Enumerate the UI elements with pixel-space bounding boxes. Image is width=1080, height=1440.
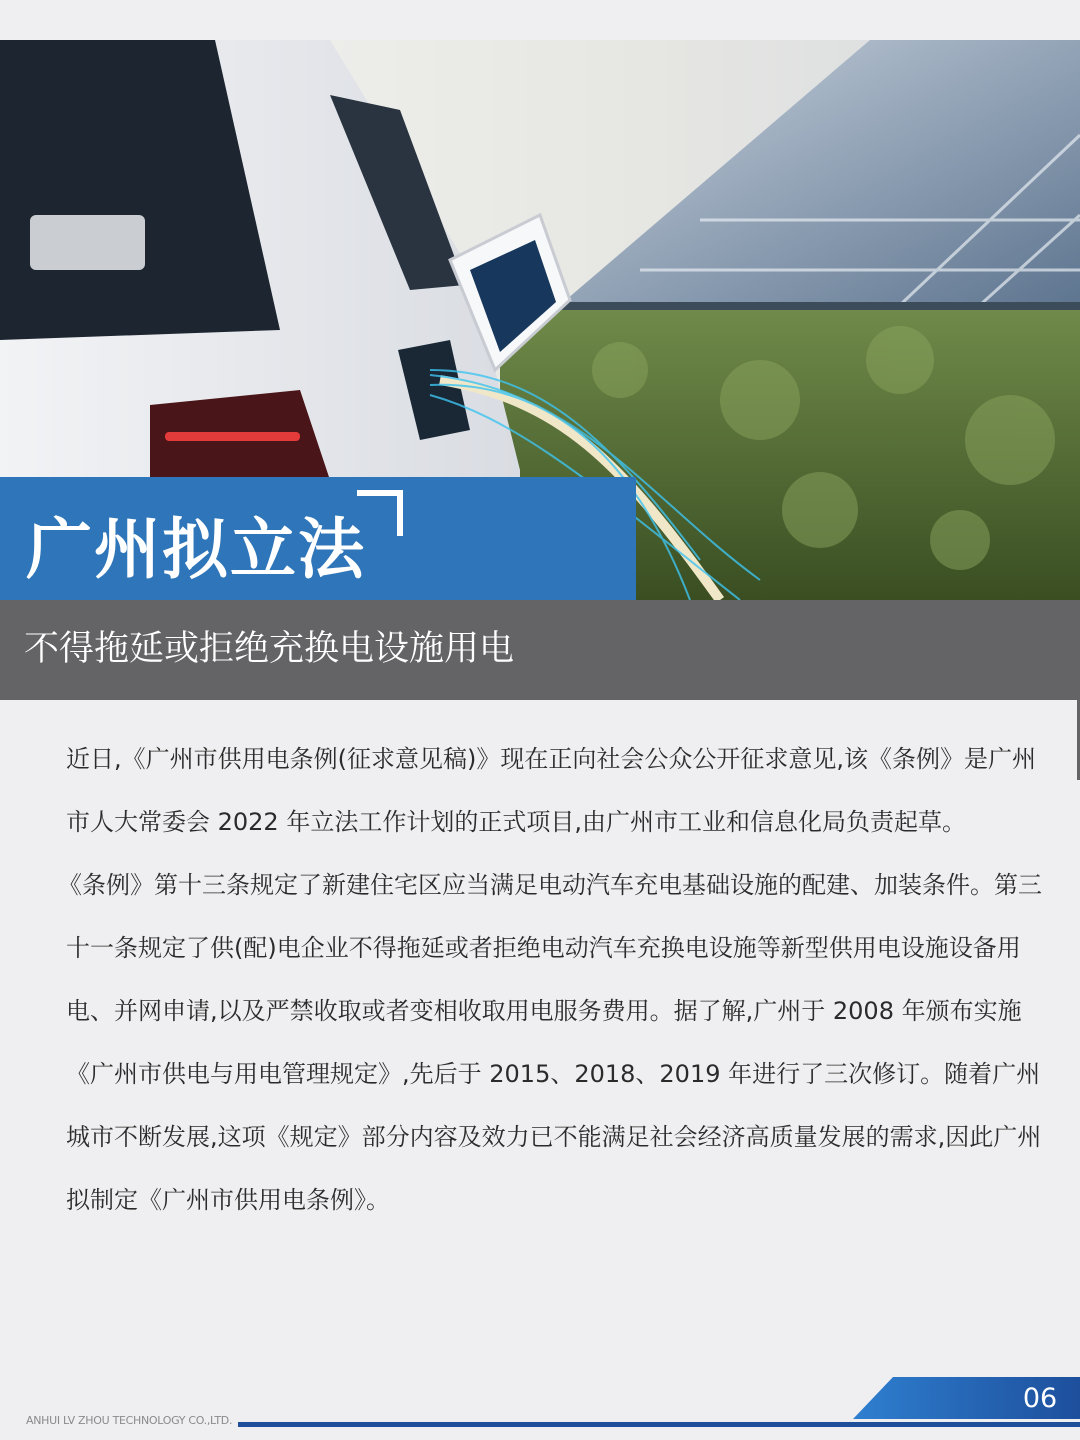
- page-number: 06: [1022, 1383, 1058, 1414]
- article-body: [58, 728, 1050, 1232]
- footer-rule: [238, 1422, 1080, 1427]
- article-paragraph: 近日,《广州市供用电条例(征求意见稿)》现在正向社会公众公开征求意见,该《条例》是广州市人大常委会 2022 年立法工作计划的正式项目,由广州市工业和信息化局负责起草。: [66, 745, 1036, 836]
- article-paragraph: 《条例》第十三条规定了新建住宅区应当满足电动汽车充电基础设施的配建、加装条件。第三十一条规定了供(配)电企业不得拖延或者拒绝电动汽车充换电设施等新型供用电设施设备用电、并网申请,以及严禁收取或者变相收取用电服务费用。据了解,广州于 2008 年颁布实施《广州市供电与用电管理规定》,先后于 2015、2018、2019 年进行了三次修订。随着广州城市不断发展,这项《规定》部分内容及效力已不能满足社会经济高质量发展的需求,因此广州拟制定《广州市供用电条例》。: [58, 871, 1042, 1214]
- page-subtitle: 不得拖延或拒绝充换电设施用电: [24, 629, 515, 669]
- page-title: 广州拟立法: [26, 511, 366, 588]
- footer-company-name: ANHUI LV ZHOU TECHNOLOGY CO.,LTD.: [26, 1414, 233, 1427]
